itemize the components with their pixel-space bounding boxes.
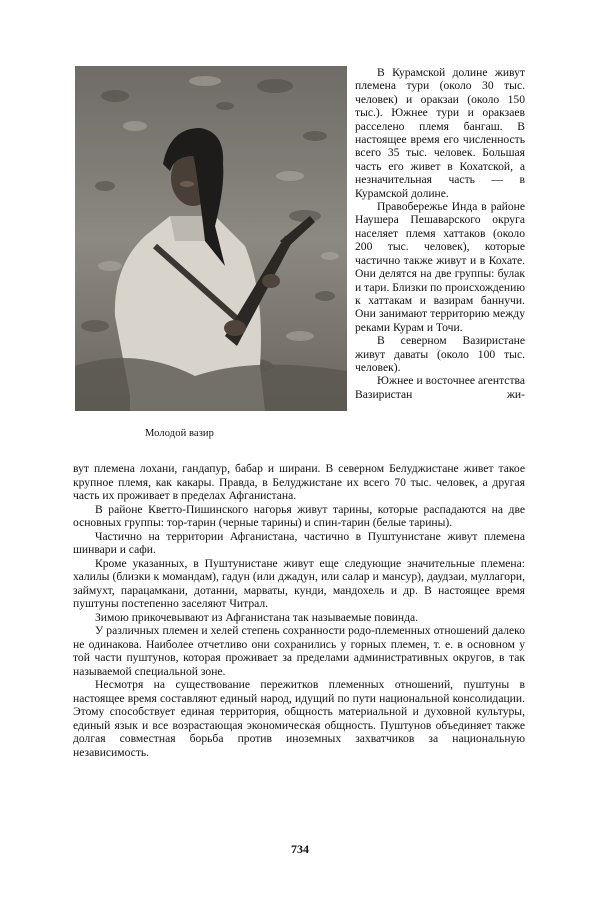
side-paragraph: В северном Вазиристане живут даваты (около 100 тыс. человек). <box>355 334 525 374</box>
page-number: 734 <box>291 842 309 856</box>
main-paragraph: В районе Кветто-Пишинского нагорья живут тарины, которые распадаются на две основных группы: тор-тарин (черные тарины) и спин-тарин (белые тарины). <box>73 502 525 529</box>
main-paragraph: Частично на территории Афганистана, частично в Пуштунистане живут племена шинвари и сафи. <box>73 529 525 556</box>
main-paragraph: У различных племен и хелей степень сохранности родо-племенных отношений далеко не одинакова. Наиболее отчетливо они сохранились у горных племен, т. е. в основном у той части пуштунов, которая проживает за пределами административных округов, в так называемой специальной зоне. <box>73 624 525 678</box>
photo-illustration <box>75 66 347 411</box>
photo-young-wazir <box>75 66 347 411</box>
side-paragraph: Правобережье Инда в районе Наушера Пешаварского округа населяет племя хаттаков (около 200 тыс. человек), которые частично также живут и в Кохате. Они делятся на две группы: булак и тари. Близки по происхождению к хаттакам и вазирам баннучи. Они занимают территорию между реками Курам и Точи. <box>355 200 525 334</box>
main-paragraph: Зимою прикочевывают из Афганистана так называемые повинда. <box>95 610 419 624</box>
side-paragraph: В Курамской долине живут племена тури (около 30 тыс. человек) и оракзаи (около 150 тыс.). Южнее тури и оракзаев расселено племя бангаш. В настоящее время его численность всего 35 тыс. человек. Большая часть его живет в Кохатской, а незначительная часть — в Курамской долине. <box>355 66 525 200</box>
figure-caption: Молодой вазир <box>145 428 215 439</box>
main-paragraph: вут племена лохани, гандапур, бабар и ширани. В северном Белуджистане живет такое крупное племя, как какары. Правда, в Белуджистане их всего 70 тыс. человек, а другая часть их проживает в пределах Афганистана. <box>73 462 525 502</box>
side-column <box>355 66 525 401</box>
side-paragraph: Южнее и восточнее агентства Вазиристан жи- <box>355 374 525 401</box>
main-paragraph: Кроме указанных, в Пуштунистане живут еще следующие значительные племена: халилы (близки к момандам), гадун (или джадун, или салар и мансур), даудзаи, муллагори, займухт, парацамкани, дотанни, марваты, кунди, мандохель и др. В настоящее время пуштуны постепенно заселяют Читрал. <box>73 556 525 610</box>
main-paragraph: Несмотря на существование пережитков племенных отношений, пуштуны в настоящее время составляют единый народ, идущий по пути национальной консолидации. Этому способствует единая территория, общность материальной и духовной культуры, единый язык и все возрастающая экономическая общность. Пуштунов объединяет также долгая совместная борьба против иноземных захватчиков за национальную независимость. <box>73 678 525 759</box>
main-column <box>73 462 525 759</box>
